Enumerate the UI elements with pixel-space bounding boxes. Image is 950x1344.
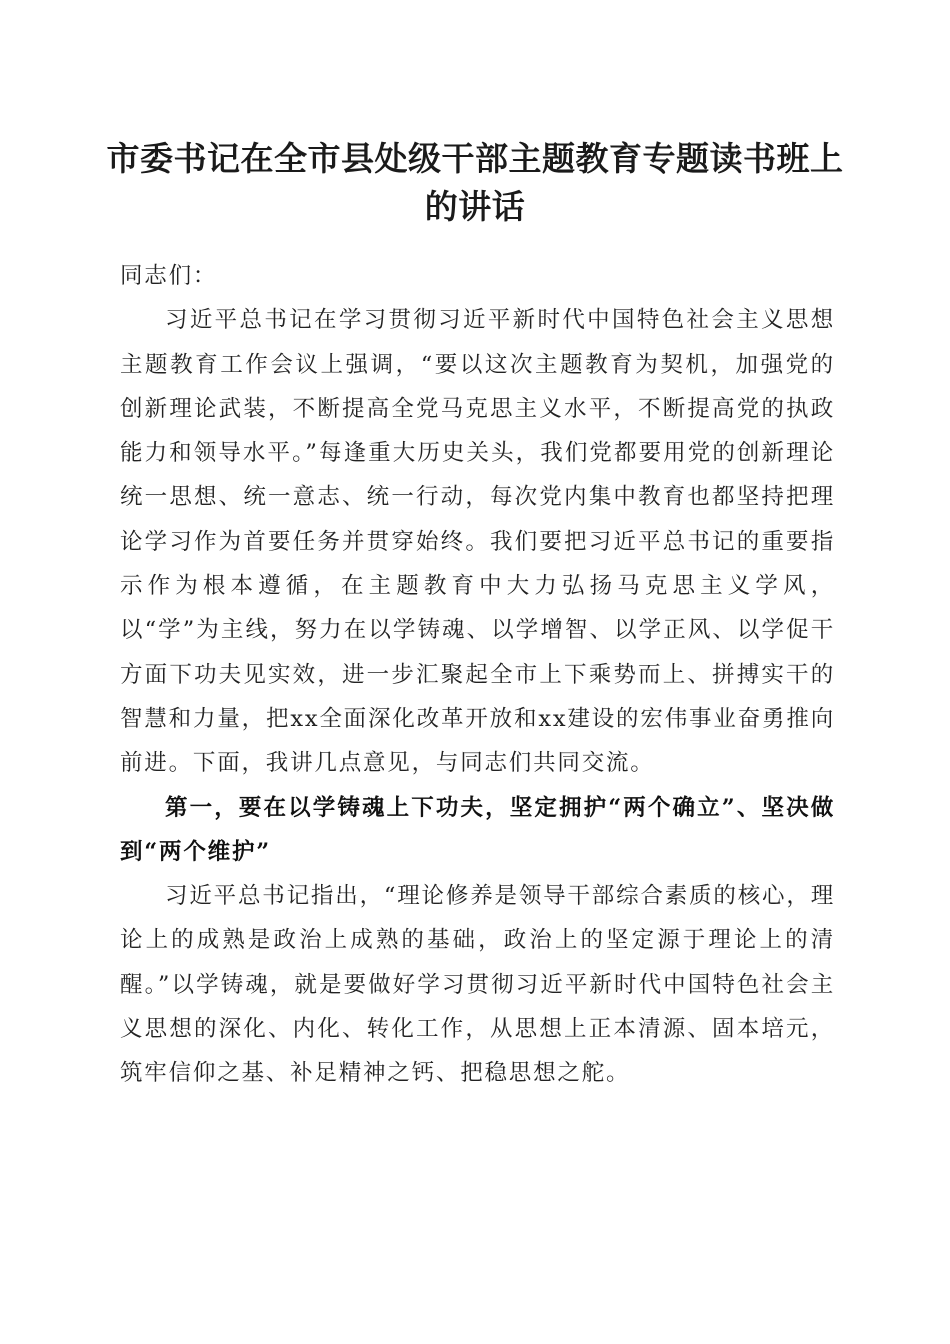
section-heading: 第一，要在以学铸魂上下功夫，坚定拥护“两个确立”、坚决做到“两个维护” [120, 794, 835, 865]
intro-paragraph: 习近平总书记在学习贯彻习近平新时代中国特色社会主义思想主题教育工作会议上强调，“要以这次主题教育为契机，加强党的创新理论武装，不断提高全党马克思主义水平，不断提高党的执政能力和领导水平。”每逢重大历史关头，我们党都要用党的创新理论统一思想、统一意志、统一行动，每次党内集中教育也都坚持把理论学习作为首要任务并贯穿始终。我们要把习近平总书记的重要指示作为根本遵循，在主题教育中大力弘扬马克思主义学风，以“学”为主线，努力在以学铸魂、以学增智、以学正风、以学促干方面下功夫见实效，进一步汇聚起全市上下乘势而上、拼搏实干的智慧和力量，把xx全面深化改革开放和xx建设的宏伟事业奋勇推向前进。下面，我讲几点意见，与同志们共同交流。 [120, 307, 835, 777]
document-body [120, 254, 835, 1096]
document-title: 市委书记在全市县处级干部主题教育专题读书班上的讲话 [106, 139, 844, 226]
section-paragraph: 习近平总书记指出，“理论修养是领导干部综合素质的核心，理论上的成熟是政治上成熟的基础，政治上的坚定源于理论上的清醒。”以学铸魂，就是要做好学习贯彻习近平新时代中国特色社会主义思想的深化、内化、转化工作，从思想上正本清源、固本培元，筑牢信仰之基、补足精神之钙、把稳思想之舵。 [120, 883, 835, 1087]
salutation: 同志们： [120, 263, 218, 289]
